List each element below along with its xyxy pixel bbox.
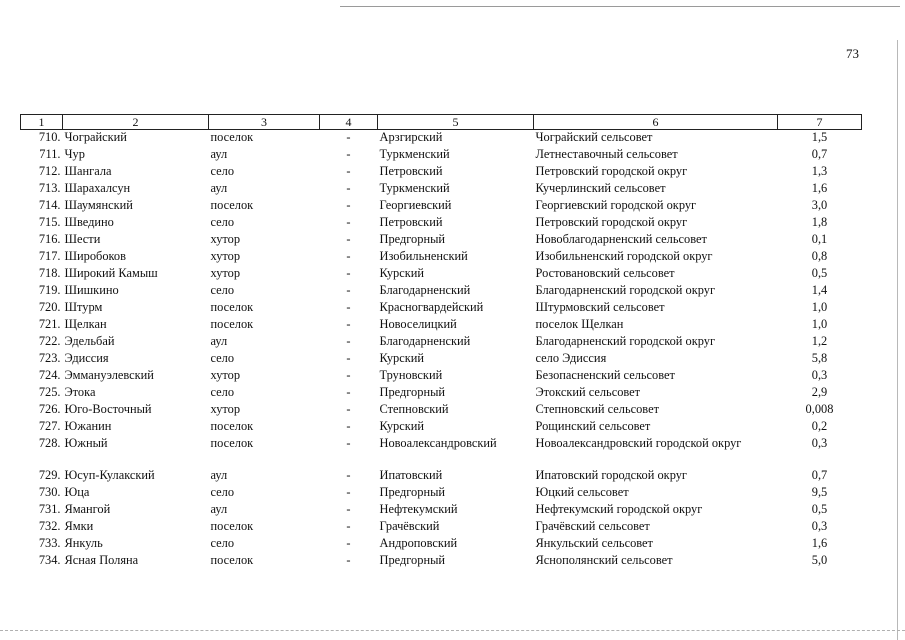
- column-4-value: -: [346, 485, 351, 499]
- table-row: [21, 249, 862, 266]
- numeric-value: 1,6: [811, 536, 828, 550]
- municipality-name: Благодарненский городской округ: [535, 334, 716, 348]
- table-row: [21, 468, 862, 485]
- settlement-type: поселок: [210, 130, 254, 144]
- column-4-value: -: [346, 351, 351, 365]
- municipality-name: Яснополянский сельсовет: [535, 553, 673, 567]
- settlement-type: поселок: [210, 300, 254, 314]
- table-row: [21, 215, 862, 232]
- district-name: Грачёвский: [379, 519, 440, 533]
- table-row: [21, 317, 862, 334]
- settlement-type: хутор: [210, 402, 241, 416]
- row-number: 720.: [38, 300, 61, 314]
- row-number: 723.: [38, 351, 61, 365]
- column-4-value: -: [346, 300, 351, 314]
- municipality-name: Новоблагодарненский сельсовет: [535, 232, 707, 246]
- municipality-name: Благодарненский городской округ: [535, 283, 716, 297]
- settlement-type: хутор: [210, 368, 241, 382]
- settlement-type: поселок: [210, 317, 254, 331]
- settlement-name: Шарахалсун: [64, 181, 131, 195]
- numeric-value: 3,0: [811, 198, 828, 212]
- settlement-name: Щелкан: [64, 317, 107, 331]
- column-4-value: -: [346, 130, 351, 144]
- municipality-name: Георгиевский городской округ: [535, 198, 697, 212]
- numeric-value: 0,8: [811, 249, 828, 263]
- district-name: Петровский: [379, 164, 443, 178]
- row-number: 714.: [38, 198, 61, 212]
- municipality-name: Ростовановский сельсовет: [535, 266, 675, 280]
- table-row: [21, 351, 862, 368]
- district-name: Андроповский: [379, 536, 458, 550]
- district-name: Благодарненский: [379, 283, 471, 297]
- settlement-name: Юго-Восточный: [64, 402, 152, 416]
- numeric-value: 1,8: [811, 215, 828, 229]
- settlement-type: село: [210, 215, 235, 229]
- district-name: Нефтекумский: [379, 502, 458, 516]
- numeric-value: 0,7: [811, 468, 828, 482]
- settlement-name: Ямки: [64, 519, 94, 533]
- table-row: [21, 266, 862, 283]
- settlement-name: Чур: [64, 147, 85, 161]
- municipality-name: Изобильненский городской округ: [535, 249, 713, 263]
- settlement-name: Южный: [64, 436, 108, 450]
- column-4-value: -: [346, 402, 351, 416]
- municipality-name: Кучерлинский сельсовет: [535, 181, 666, 195]
- settlement-type: село: [210, 164, 235, 178]
- municipality-name: Грачёвский сельсовет: [535, 519, 650, 533]
- row-number: 712.: [38, 164, 61, 178]
- municipality-name: Степновский сельсовет: [535, 402, 660, 416]
- row-number: 711.: [39, 147, 61, 161]
- numeric-value: 0,7: [811, 147, 828, 161]
- numeric-value: 0,3: [811, 436, 828, 450]
- column-4-value: -: [346, 249, 351, 263]
- scan-artifact-top-line: [340, 6, 900, 7]
- numeric-value: 5,0: [811, 553, 828, 567]
- numeric-value: 1,4: [811, 283, 828, 297]
- settlement-type: аул: [210, 468, 228, 482]
- column-4-value: -: [346, 368, 351, 382]
- municipality-name: Этокский сельсовет: [535, 385, 641, 399]
- settlement-name: Юца: [64, 485, 90, 499]
- column-4-value: -: [346, 283, 351, 297]
- row-number: 713.: [38, 181, 61, 195]
- row-number: 727.: [38, 419, 61, 433]
- municipality-name: Ипатовский городской округ: [535, 468, 688, 482]
- row-number: 722.: [38, 334, 61, 348]
- row-number: 721.: [38, 317, 61, 331]
- numeric-value: 0,3: [811, 519, 828, 533]
- table-row: [21, 502, 862, 519]
- municipality-name: село Эдиссия: [535, 351, 607, 365]
- column-header-2: 2: [63, 115, 209, 130]
- numeric-value: 9,5: [811, 485, 828, 499]
- table-row: [21, 485, 862, 502]
- district-name: Курский: [379, 266, 425, 280]
- settlement-type: аул: [210, 147, 228, 161]
- row-number: 732.: [38, 519, 61, 533]
- column-4-value: -: [346, 266, 351, 280]
- municipality-name: Летнеставочный сельсовет: [535, 147, 678, 161]
- row-number: 710.: [38, 130, 61, 144]
- settlement-name: Эммануэлевский: [64, 368, 154, 382]
- table-row: [21, 368, 862, 385]
- settlements-table: [20, 114, 862, 570]
- settlement-name: Шести: [64, 232, 101, 246]
- column-4-value: -: [346, 553, 351, 567]
- row-number: 724.: [38, 368, 61, 382]
- column-header-7: 7: [778, 115, 862, 130]
- district-name: Арзгирский: [379, 130, 443, 144]
- district-name: Труновский: [379, 368, 443, 382]
- table-row: [21, 300, 862, 317]
- row-number: 731.: [38, 502, 61, 516]
- page-number: 73: [846, 46, 859, 61]
- settlement-name: Этока: [64, 385, 96, 399]
- table-row: [21, 385, 862, 402]
- district-name: Предгорный: [379, 553, 446, 567]
- settlement-type: хутор: [210, 232, 241, 246]
- column-4-value: -: [346, 334, 351, 348]
- numeric-value: 1,5: [811, 130, 828, 144]
- settlement-type: село: [210, 536, 235, 550]
- district-name: Предгорный: [379, 485, 446, 499]
- numeric-value: 5,8: [811, 351, 828, 365]
- district-name: Туркменский: [379, 147, 450, 161]
- settlement-name: Южанин: [64, 419, 112, 433]
- settlement-name: Штурм: [64, 300, 103, 314]
- row-number: 715.: [38, 215, 61, 229]
- settlement-name: Широбоков: [64, 249, 126, 263]
- municipality-name: Янкульский сельсовет: [535, 536, 653, 550]
- row-number: 734.: [38, 553, 61, 567]
- municipality-name: Петровский городской округ: [535, 164, 688, 178]
- table-row: [21, 198, 862, 215]
- numeric-value: 0,008: [805, 402, 834, 416]
- numeric-value: 0,2: [811, 419, 828, 433]
- settlement-name: Шведино: [64, 215, 114, 229]
- table-row: [21, 436, 862, 468]
- table-row: [21, 402, 862, 419]
- settlement-type: аул: [210, 334, 228, 348]
- settlement-name: Янкуль: [64, 536, 103, 550]
- numeric-value: 0,5: [811, 502, 828, 516]
- municipality-name: Чограйский сельсовет: [535, 130, 653, 144]
- municipality-name: Нефтекумский городской округ: [535, 502, 703, 516]
- table-row: [21, 283, 862, 300]
- settlement-type: село: [210, 283, 235, 297]
- column-4-value: -: [346, 215, 351, 229]
- table-row: [21, 181, 862, 198]
- numeric-value: 1,3: [811, 164, 828, 178]
- district-name: Ипатовский: [379, 468, 443, 482]
- municipality-name: Новоалександровский городской округ: [535, 436, 742, 450]
- settlement-name: Юсуп-Кулакский: [64, 468, 155, 482]
- settlement-name: Широкий Камыш: [64, 266, 158, 280]
- settlement-type: поселок: [210, 553, 254, 567]
- table-row: [21, 553, 862, 570]
- settlement-name: Ясная Поляна: [64, 553, 139, 567]
- column-4-value: -: [346, 147, 351, 161]
- settlement-name: Шангала: [64, 164, 112, 178]
- numeric-value: 2,9: [811, 385, 828, 399]
- table-header-row: [21, 115, 862, 130]
- district-name: Туркменский: [379, 181, 450, 195]
- numeric-value: 0,5: [811, 266, 828, 280]
- column-4-value: -: [346, 519, 351, 533]
- district-name: Курский: [379, 419, 425, 433]
- row-number: 730.: [38, 485, 61, 499]
- numeric-value: 1,2: [811, 334, 828, 348]
- settlement-type: поселок: [210, 519, 254, 533]
- row-number: 725.: [38, 385, 61, 399]
- settlement-name: Эдиссия: [64, 351, 109, 365]
- column-header-3: 3: [209, 115, 320, 130]
- settlement-type: хутор: [210, 266, 241, 280]
- column-header-4: 4: [320, 115, 378, 130]
- column-4-value: -: [346, 317, 351, 331]
- table-row: [21, 536, 862, 553]
- row-number: 728.: [38, 436, 61, 450]
- table-row: [21, 147, 862, 164]
- numeric-value: 1,6: [811, 181, 828, 195]
- settlement-type: хутор: [210, 249, 241, 263]
- table-row: [21, 164, 862, 181]
- settlement-type: аул: [210, 181, 228, 195]
- column-4-value: -: [346, 502, 351, 516]
- column-header-6: 6: [534, 115, 778, 130]
- row-number: 718.: [38, 266, 61, 280]
- scan-artifact-right-edge: [897, 40, 898, 640]
- column-4-value: -: [346, 536, 351, 550]
- numeric-value: 0,1: [811, 232, 828, 246]
- table-row: [21, 232, 862, 249]
- settlement-type: поселок: [210, 436, 254, 450]
- table-row: [21, 334, 862, 351]
- numeric-value: 1,0: [811, 300, 828, 314]
- settlement-name: Ямангой: [64, 502, 111, 516]
- column-header-1: 1: [21, 115, 63, 130]
- district-name: Благодарненский: [379, 334, 471, 348]
- numeric-value: 0,3: [811, 368, 828, 382]
- settlement-type: село: [210, 485, 235, 499]
- table-row: [21, 519, 862, 536]
- municipality-name: Штурмовский сельсовет: [535, 300, 665, 314]
- column-4-value: -: [346, 181, 351, 195]
- district-name: Новоалександровский: [379, 436, 497, 450]
- row-number: 717.: [38, 249, 61, 263]
- column-4-value: -: [346, 164, 351, 178]
- settlement-type: поселок: [210, 419, 254, 433]
- column-4-value: -: [346, 198, 351, 212]
- settlement-name: Шишкино: [64, 283, 119, 297]
- column-4-value: -: [346, 436, 351, 450]
- row-number: 733.: [38, 536, 61, 550]
- district-name: Красногвардейский: [379, 300, 484, 314]
- district-name: Степновский: [379, 402, 449, 416]
- district-name: Петровский: [379, 215, 443, 229]
- district-name: Предгорный: [379, 232, 446, 246]
- municipality-name: Безопасненский сельсовет: [535, 368, 675, 382]
- municipality-name: Рощинский сельсовет: [535, 419, 651, 433]
- column-4-value: -: [346, 385, 351, 399]
- district-name: Георгиевский: [379, 198, 452, 212]
- column-header-5: 5: [378, 115, 534, 130]
- settlement-type: аул: [210, 502, 228, 516]
- district-name: Новоселицкий: [379, 317, 457, 331]
- column-4-value: -: [346, 468, 351, 482]
- column-4-value: -: [346, 232, 351, 246]
- municipality-name: Юцкий сельсовет: [535, 485, 629, 499]
- numeric-value: 1,0: [811, 317, 828, 331]
- municipality-name: поселок Щелкан: [535, 317, 624, 331]
- settlement-type: село: [210, 385, 235, 399]
- scan-artifact-bottom-line: [0, 630, 905, 631]
- table-body: [21, 130, 862, 571]
- district-name: Изобильненский: [379, 249, 468, 263]
- row-number: 719.: [38, 283, 61, 297]
- table-row: [21, 419, 862, 436]
- municipality-name: Петровский городской округ: [535, 215, 688, 229]
- row-number: 729.: [38, 468, 61, 482]
- settlement-type: поселок: [210, 198, 254, 212]
- row-number: 726.: [38, 402, 61, 416]
- column-4-value: -: [346, 419, 351, 433]
- district-name: Курский: [379, 351, 425, 365]
- settlement-name: Эдельбай: [64, 334, 115, 348]
- row-number: 716.: [38, 232, 61, 246]
- settlement-name: Шаумянский: [64, 198, 133, 212]
- settlement-name: Чограйский: [64, 130, 127, 144]
- district-name: Предгорный: [379, 385, 446, 399]
- table-row: [21, 130, 862, 148]
- settlement-type: село: [210, 351, 235, 365]
